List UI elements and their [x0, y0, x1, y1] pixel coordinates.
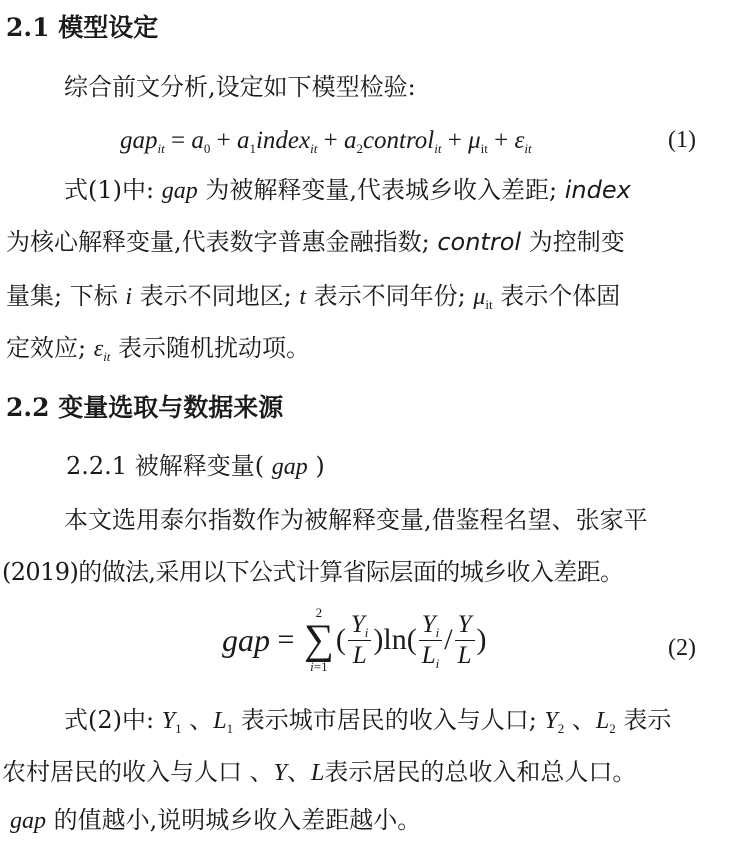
explain2-line-3 — [10, 804, 421, 837]
explain2-L1-sub: 1 — [226, 721, 234, 736]
explain-text: 表示不同地区; — [132, 282, 300, 310]
eq1-plus3: + — [441, 127, 469, 154]
eq1-sub2: 2 — [356, 141, 363, 156]
sum-upper: 2 — [315, 605, 323, 620]
intro-text: 综合前文分析,设定如下模型检验: — [64, 73, 416, 101]
explain2-L2-sub: 2 — [609, 721, 616, 736]
sum-sign: ∑ — [303, 617, 334, 663]
paragraph-line-2: (2019)的做法,采用以下公式计算省际层面的城乡收入差距。 — [2, 558, 624, 586]
explain2-line-2 — [2, 756, 636, 789]
explain-eps-symbol: ε — [93, 336, 104, 362]
eq1-sub0: 0 — [203, 141, 211, 156]
explain2-Y2: Y — [544, 708, 558, 734]
explain-text: 表示不同年份; — [306, 282, 474, 310]
explain-text: 表示个体固 — [492, 282, 621, 310]
eq1-equals: = — [164, 127, 192, 154]
explain2-L1: L — [213, 708, 227, 734]
explain-mu-symbol: μ — [473, 284, 486, 310]
explain2-text: 表示居民的总收入和总人口。 — [324, 758, 637, 786]
explain2-Y2-sub: 2 — [557, 721, 565, 736]
explain-gap-symbol: gap — [161, 178, 198, 204]
eq1-eps-sub: it — [524, 141, 532, 156]
subsection-text: ) — [307, 452, 325, 480]
eq2-ln: ln — [383, 623, 407, 656]
explain-line-3 — [6, 280, 620, 313]
explain2-sep: 、 — [181, 706, 214, 734]
explain2-Y1-sub: 1 — [175, 721, 182, 736]
eq1-control: control — [362, 127, 435, 154]
eq1-plus1: + — [210, 127, 237, 154]
explain-t-symbol: t — [299, 284, 307, 310]
eq2-rparen2: ) — [476, 623, 487, 656]
eq1-a2: a — [343, 127, 357, 154]
explain2-line-1 — [64, 704, 671, 737]
eq1-mu: μ — [468, 127, 481, 154]
eq1-plus4: + — [487, 127, 515, 154]
eq1-sub: it — [157, 141, 165, 156]
eq1-eps: ε — [514, 127, 525, 154]
eq1-gap: gap — [120, 127, 158, 154]
explain2-Y: Y — [273, 760, 287, 786]
subsection-text: 2.2.1 被解释变量( — [66, 452, 272, 480]
explain2-prefix: 式(2)中: — [64, 706, 162, 734]
explain-control-symbol: control — [437, 228, 522, 256]
explain-line-1 — [64, 174, 631, 207]
section-heading-2-1: 2.1 模型设定 — [6, 13, 159, 42]
paragraph-line-1: 本文选用泰尔指数作为被解释变量,借鉴程名望、张家平 — [64, 506, 648, 534]
explain2-text: 农村居民的收入与人口 、 — [2, 758, 274, 786]
explain-line-4 — [6, 332, 310, 365]
eq2-rparen: ) — [373, 623, 384, 656]
explain-mu-sub: it — [485, 297, 493, 312]
eq2-lparen: ( — [335, 623, 346, 656]
explain2-gap-symbol: gap — [10, 808, 46, 834]
section-heading-2-2: 2.2 变量选取与数据来源 — [6, 393, 284, 422]
eq2-frac-yi-li: $\frac{Y_i}{L_i}$ — [419, 610, 443, 671]
eq2-equals: = — [270, 623, 302, 656]
subsection-gap-symbol: gap — [271, 454, 308, 480]
explain-index-symbol: index — [564, 176, 631, 204]
explain-eps-sub: it — [103, 349, 111, 364]
eq1-index-sub: it — [310, 141, 318, 156]
equation-1 — [120, 124, 532, 157]
eq1-sub1: 1 — [249, 141, 256, 156]
eq1-mu-sub: it — [480, 141, 488, 156]
explain2-Y1: Y — [161, 708, 176, 734]
explain-text: 为核心解释变量,代表数字普惠金融指数; — [6, 228, 438, 256]
eq2-gap: gap — [222, 622, 270, 658]
explain-i-symbol: i — [125, 284, 133, 310]
eq2-frac-yi-l: $\frac{Y_i}{L}$ — [348, 610, 372, 671]
explain2-text: 表示城市居民的收入与人口; — [233, 706, 545, 734]
eq1-a1: a — [236, 127, 250, 154]
explain-text: 量集; 下标 — [6, 282, 126, 310]
explain-text: 表示随机扰动项。 — [110, 334, 311, 362]
equation-2 — [222, 606, 487, 674]
explain-line-2 — [6, 226, 625, 258]
explain2-text: 表示 — [615, 706, 672, 734]
sum-lower: i=1 — [310, 659, 328, 674]
explain2-L2: L — [595, 708, 610, 734]
equation-2-number: (2) — [668, 635, 696, 661]
eq1-control-sub: it — [434, 141, 442, 156]
eq2-frac-y-l: $\frac{Y}{L}$ — [455, 610, 475, 671]
explain-text: 定效应; — [6, 334, 94, 362]
explain2-sep: 、 — [564, 706, 596, 734]
explain2-text: 的值越小,说明城乡收入差距越小。 — [46, 806, 422, 834]
equation-1-number: (1) — [668, 127, 696, 153]
explain2-sep: 、 — [287, 758, 311, 786]
subsection-heading-2-2-1 — [66, 450, 325, 483]
eq2-summation — [304, 606, 334, 674]
eq1-index: index — [255, 127, 311, 154]
explain-text: 为控制变 — [521, 228, 625, 256]
eq2-slash: / — [444, 623, 453, 656]
explain-text: 为被解释变量,代表城乡收入差距; — [197, 176, 565, 204]
eq2-lparen2: ( — [406, 623, 417, 656]
eq1-a0: a — [191, 127, 204, 154]
eq1-plus2: + — [317, 127, 344, 154]
explain2-L: L — [311, 760, 325, 786]
explain-prefix: 式(1)中: — [64, 176, 162, 204]
